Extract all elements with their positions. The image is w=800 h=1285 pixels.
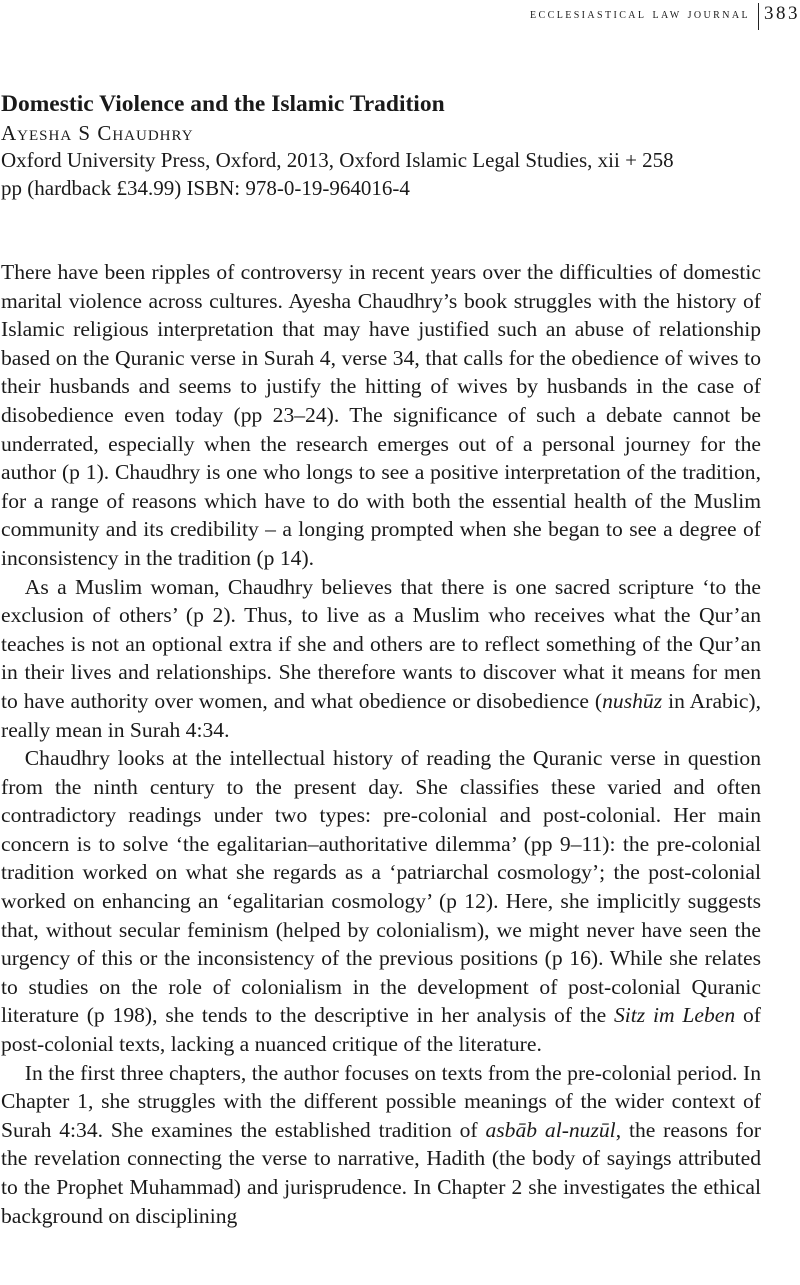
term-asbab-al-nuzul: asbāb al-nuzūl [485,1117,616,1142]
term-sitz-im-leben: Sitz im Leben [614,1003,736,1028]
running-head [530,3,800,29]
book-details [1,88,796,202]
book-title: Domestic Violence and the Islamic Tradition [1,91,445,117]
review-paragraph-1: There have been ripples of controversy in recent years over the difficulties of domestic marital violence across cultures. Ayesha Chaudhry’s book struggles with the history of Islamic religious interpretation that may have justified such an abuse of relationship based on the Quranic verse in Surah 4, verse 34, that calls for the obedience of wives to their husbands and seems to justify the hitting of wives by husbands in the case of disobedience even today (pp 23–24). The significance of such a debate cannot be underrated, especially when the research emerges out of a personal journey for the author (p 1). Chaudhry is one who longs to see a positive interpretation of the tradition, for a range of reasons which have to do with both the essential health of the Muslim community and its credibility – a longing prompted when she began to see a degree of inconsistency in the tradition (p 14). [1,260,761,570]
paragraph-2-text-b: in Arabic), really mean in Surah 4:34. [1,688,762,742]
page-number: 383 [764,3,800,24]
paragraph-4-text-a: In the first three chapters, the author focuses on texts from the pre-colonial period. In Chapter 1, she struggles with the different possible meanings of the wider context of Surah 4:34. She examines the established tradition of [1,1060,761,1142]
arabic-term-nushuz: nushūz [602,688,663,713]
paragraph-4-text-b: , the reasons for the revelation connecting the verse to narrative, Hadith (the body of sayings attributed to the Prophet Muhammad) and jurisprudence. In Chapter 2 she investigates the ethical background on disciplining [1,1117,761,1228]
paragraph-3-text-a: Chaudhry looks at the intellectual history of reading the Quranic verse in question from the ninth century to the present day. She classifies these varied and often contradictory readings under two types: pre-colonial and post-colonial. Her main concern is to solve ‘the egalitarian–authoritative dilemma’ (pp 9–11): the pre-colonial tradition worked on what she regards as a ‘patriarchal cosmology’; the post-colonial worked on enhancing an ‘egalitarian cosmology’ (p 12). Here, she implicitly suggests that, without secular feminism (helped by colonialism), we might never have seen the urgency of this or the inconsistency of the previous positions (p 16). While she relates to studies on the role of colonialism in the development of post-colonial Quranic literature (p 198), she tends to the descriptive in her analysis of the [1,746,761,1028]
publication-line-1: Oxford University Press, Oxford, 2013, Oxford Islamic Legal Studies, xii + 258 [1,148,674,172]
review-paragraph-3 [1,744,761,1059]
book-author: Ayesha S Chaudhry [1,121,194,145]
journal-name: ecclesiastical law journal [530,6,750,22]
review-body [1,258,761,1230]
paragraph-2-text-a: As a Muslim woman, Chaudhry believes that there is one sacred scripture ‘to the exclusion of others’ (p 2). Thus, to live as a Muslim who receives what the Qur’an teaches is not an optional extra if she and others are to reflect something of the Qur’an in their lives and relationships. She therefore wants to discover what it means for men to have authority over women, and what obedience or disobedience ( [1,574,761,713]
review-paragraph-4 [1,1059,761,1231]
paragraph-3-text-b: of post-colonial texts, lacking a nuanced critique of the literature. [1,1003,761,1057]
publication-line-2: pp (hardback £34.99) ISBN: 978-0-19-964016-4 [1,176,410,200]
review-paragraph-2 [1,573,761,745]
